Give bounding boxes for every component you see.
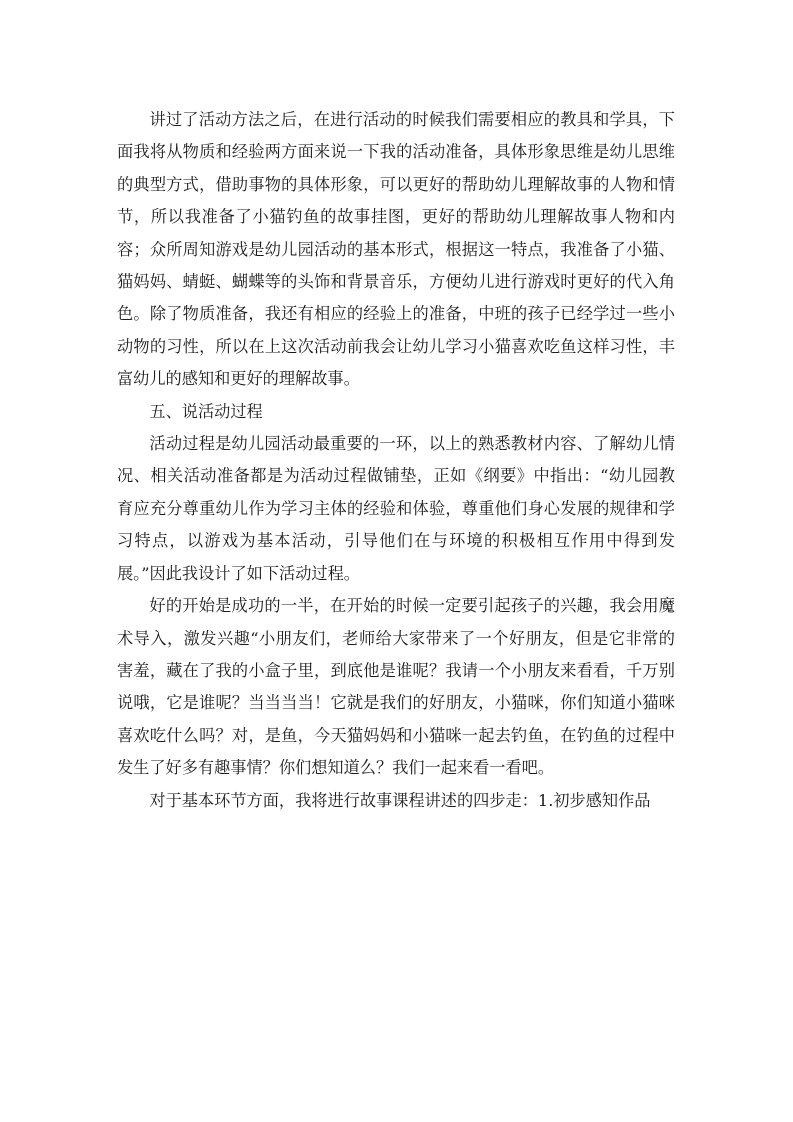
section-heading-activity-process: 五、说活动过程 (149, 401, 263, 421)
paragraph-activity-preparation: 讲过了活动方法之后，在进行活动的时候我们需要相应的教具和学具，下面我将从物质和经验两方面来说一下我的活动准备，具体形象思维是幼儿思维的典型方式，借助事物的具体形象，可以更好的帮助幼儿理解故事的人物和情节，所以我准备了小猫钓鱼的故事挂图，更好的帮助幼儿理解故事人物和内容；众所周知游戏是幼儿园活动的基本形式，根据这一特点，我准备了小猫、猫妈妈、蜻蜓、蝴蝶等的头饰和背景音乐，方便幼儿进行游戏时更好的代入角色。除了物质准备，我还有相应的经验上的准备，中班的孩子已经学过一些小动物的习性，所以在上这次活动前我会让幼儿学习小猫喜欢吃鱼这样习性，丰富幼儿的感知和更好的理解故事。 (117, 110, 675, 389)
paragraph-opening-introduction: 好的开始是成功的一半，在开始的时候一定要引起孩子的兴趣，我会用魔术导入，激发兴趣“小朋友们，老师给大家带来了一个好朋友，但是它非常的害羞，藏在了我的小盒子里，到底他是谁呢？我请一个小朋友来看看，千万别说哦，它是谁呢？当当当当！它就是我们的好朋友，小猫咪，你们知道小猫咪喜欢吃什么吗？对，是鱼，今天猫妈妈和小猫咪一起去钓鱼，在钓鱼的过程中发生了好多有趣事情？你们想知道么？我们一起来看一看吧。 (117, 596, 675, 778)
paragraph-activity-process-intro: 活动过程是幼儿园活动最重要的一环，以上的熟悉教材内容、了解幼儿情况、相关活动准备都是为活动过程做铺垫，正如《纲要》中指出：“幼儿园教育应充分尊重幼儿作为学习主体的经验和体验，尊重他们身心发展的规律和学习特点，以游戏为基本活动，引导他们在与环境的积极相互作用中得到发展。”因此我设计了如下活动过程。 (117, 434, 675, 583)
paragraph-basic-steps: 对于基本环节方面，我将进行故事课程讲述的四步走：1.初步感知作品 (149, 790, 651, 810)
document-body (117, 104, 675, 817)
